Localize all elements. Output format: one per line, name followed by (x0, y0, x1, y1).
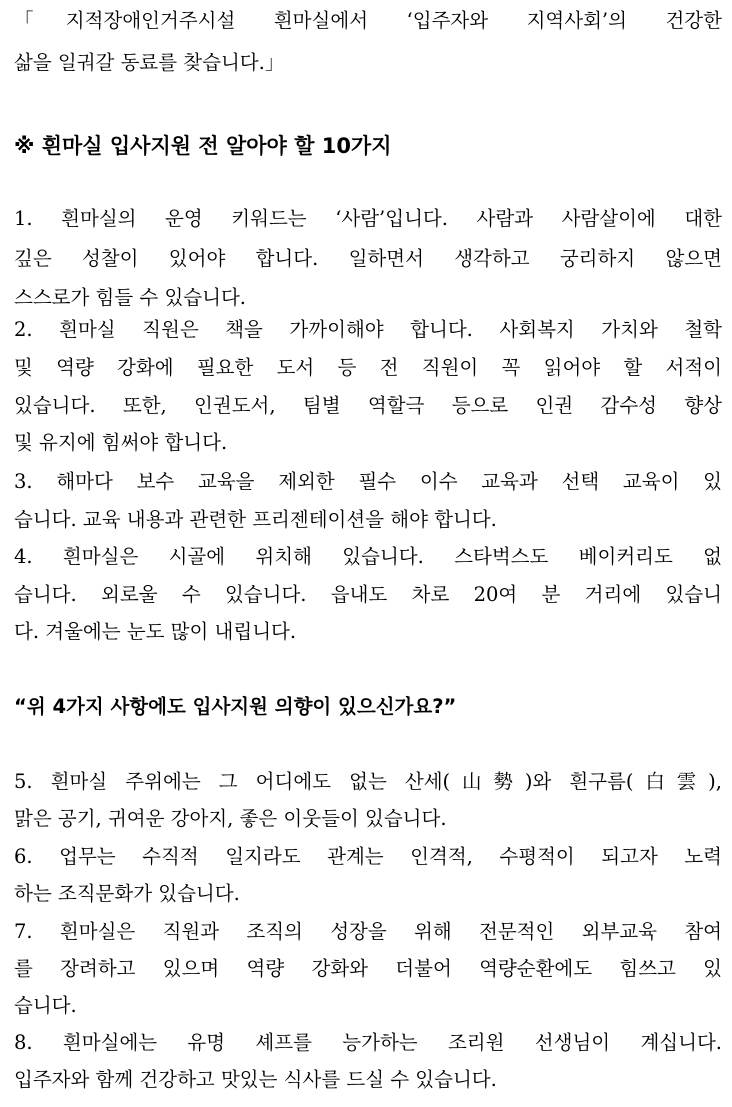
item-7-line-3: 습니다. (14, 994, 77, 1017)
item-2-line-2: 및 역량 강화에 필요한 도서 등 전 직원이 꼭 읽어야 할 서적이 (14, 356, 722, 379)
item-1-line-3: 스스로가 힘들 수 있습니다. (14, 286, 247, 309)
intro-line-2: 삶을 일궈갈 동료를 찾습니다.」 (14, 51, 285, 74)
section-heading: ※ 흰마실 입사지원 전 알아야 할 10가지 (14, 134, 392, 158)
item-1-line-2: 깊은 성찰이 있어야 합니다. 일하면서 생각하고 궁리하지 않으면 (14, 247, 722, 270)
item-7-line-2: 를 장려하고 있으며 역량 강화와 더불어 역량순환에도 힘쓰고 있 (14, 957, 722, 980)
question-line: “위 4가지 사항에도 입사지원 의향이 있으신가요?” (14, 695, 457, 718)
item-2-line-1: 2. 흰마실 직원은 책을 가까이해야 합니다. 사회복지 가치와 철학 (14, 318, 722, 341)
item-7-line-1: 7. 흰마실은 직원과 조직의 성장을 위해 전문적인 외부교육 참여 (14, 920, 722, 943)
item-8-line-2: 입주자와 함께 건강하고 맛있는 식사를 드실 수 있습니다. (14, 1068, 497, 1091)
item-3-line-1: 3. 해마다 보수 교육을 제외한 필수 이수 교육과 선택 교육이 있 (14, 470, 722, 493)
item-5-line-2: 맑은 공기, 귀여운 강아지, 좋은 이웃들이 있습니다. (14, 807, 447, 830)
item-4-line-3: 다. 겨울에는 눈도 많이 내립니다. (14, 620, 297, 643)
item-6-line-2: 하는 조직문화가 있습니다. (14, 882, 240, 905)
item-6-line-1: 6. 업무는 수직적 일지라도 관계는 인격적, 수평적이 되고자 노력 (14, 845, 722, 868)
item-5-line-1: 5. 흰마실 주위에는 그 어디에도 없는 산세(山勢)와 흰구름(白雲), (14, 770, 722, 793)
item-3-line-2: 습니다. 교육 내용과 관련한 프리젠테이션을 해야 합니다. (14, 508, 497, 531)
item-1-line-1: 1. 흰마실의 운영 키워드는 ‘사람’입니다. 사람과 사람살이에 대한 (14, 207, 722, 230)
intro-line-1: 「지적장애인거주시설 흰마실에서 ‘입주자와 지역사회’의 건강한 (14, 9, 722, 32)
item-2-line-4: 및 유지에 힘써야 합니다. (14, 431, 228, 454)
item-4-line-1: 4. 흰마실은 시골에 위치해 있습니다. 스타벅스도 베이커리도 없 (14, 545, 722, 568)
item-2-line-3: 있습니다. 또한, 인권도서, 팀별 역할극 등으로 인권 감수성 향상 (14, 394, 722, 417)
item-4-line-2: 습니다. 외로울 수 있습니다. 읍내도 차로 20여 분 거리에 있습니 (14, 583, 722, 606)
item-8-line-1: 8. 흰마실에는 유명 셰프를 능가하는 조리원 선생님이 계십니다. (14, 1031, 722, 1054)
